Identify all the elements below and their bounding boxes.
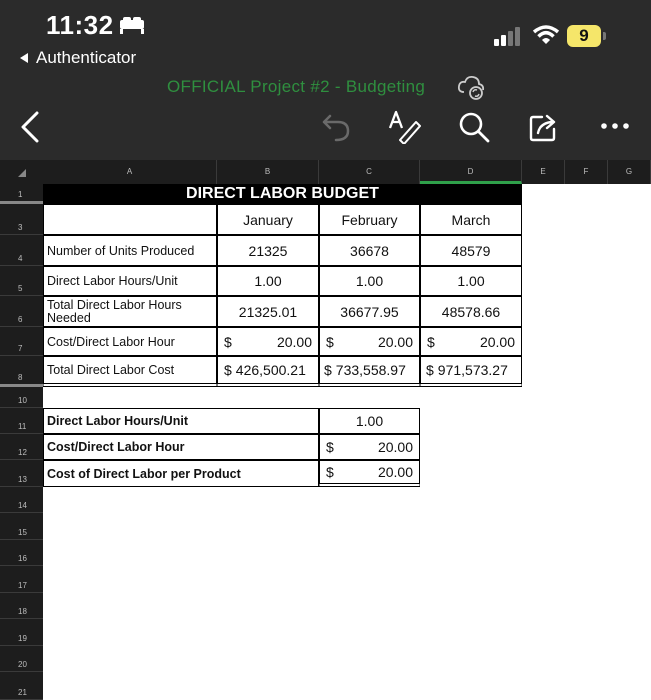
cost-per-hour-february[interactable]: [319, 327, 420, 356]
total-hours-march[interactable]: 48578.66: [420, 296, 522, 327]
column-header-d[interactable]: D: [420, 160, 522, 184]
more-options-icon[interactable]: [600, 116, 630, 136]
chevron-left-icon[interactable]: [18, 110, 42, 144]
summary-cost-per-product-value: 20.00: [377, 464, 413, 480]
currency-symbol: $: [426, 362, 434, 378]
row-header-10[interactable]: 10: [0, 387, 43, 408]
summary-hours-per-unit-label[interactable]: Direct Labor Hours/Unit: [43, 408, 319, 434]
status-time: 11:32: [46, 10, 114, 40]
column-header-e[interactable]: E: [522, 160, 565, 184]
currency-symbol: $: [326, 333, 334, 350]
battery-indicator: [567, 25, 607, 47]
search-icon[interactable]: [458, 111, 490, 143]
month-header-february[interactable]: February: [319, 204, 420, 235]
total-cost-february-value: 733,558.97: [335, 362, 406, 378]
back-triangle-icon: [20, 53, 28, 63]
cost-per-hour-january[interactable]: [217, 327, 319, 356]
row-header-13[interactable]: 13: [0, 460, 43, 487]
row-header-19[interactable]: 19: [0, 619, 43, 646]
cost-per-hour-march[interactable]: [420, 327, 522, 356]
column-header-f[interactable]: F: [565, 160, 608, 184]
select-all-corner[interactable]: [0, 160, 43, 184]
document-title[interactable]: OFFICIAL Project #2 - Budgeting: [167, 77, 426, 96]
summary-cost-per-product[interactable]: [319, 460, 420, 487]
row-header-7[interactable]: 7: [0, 327, 43, 356]
row-header-8[interactable]: 8: [0, 356, 43, 387]
currency-symbol: $: [326, 439, 334, 455]
budget-title-cell[interactable]: DIRECT LABOR BUDGET: [43, 184, 522, 204]
row-header-12[interactable]: 12: [0, 434, 43, 460]
back-app-label: Authenticator: [36, 48, 137, 67]
undo-icon[interactable]: [320, 112, 352, 142]
units-february[interactable]: 36678: [319, 235, 420, 266]
row-header-4[interactable]: 4: [0, 235, 43, 266]
cost-per-hour-january-value: 20.00: [276, 333, 312, 350]
cost-per-hour-february-value: 20.00: [377, 333, 413, 350]
hours-per-unit-january[interactable]: 1.00: [217, 266, 319, 296]
column-header-b[interactable]: B: [217, 160, 319, 184]
battery-level: 9: [567, 25, 601, 47]
hours-per-unit-label[interactable]: Direct Labor Hours/Unit: [43, 266, 217, 296]
row-header-15[interactable]: 15: [0, 513, 43, 540]
total-cost-label[interactable]: Total Direct Labor Cost: [43, 356, 217, 387]
total-cost-march[interactable]: [420, 356, 522, 387]
cellular-signal-icon: [494, 26, 522, 46]
total-hours-label[interactable]: Total Direct Labor Hours Needed: [43, 296, 217, 327]
row-header-6[interactable]: 6: [0, 296, 43, 327]
total-hours-january[interactable]: 21325.01: [217, 296, 319, 327]
cost-per-hour-march-value: 20.00: [479, 333, 515, 350]
total-cost-march-value: 971,573.27: [437, 362, 508, 378]
spreadsheet-grid[interactable]: [0, 160, 651, 700]
summary-cost-per-product-label[interactable]: Cost of Direct Labor per Product: [43, 460, 319, 487]
summary-hours-per-unit-value[interactable]: 1.00: [319, 408, 420, 434]
cost-per-hour-label[interactable]: Cost/Direct Labor Hour: [43, 327, 217, 356]
row-header-20[interactable]: 20: [0, 646, 43, 672]
summary-cost-per-hour[interactable]: [319, 434, 420, 460]
currency-symbol: $: [224, 333, 232, 350]
currency-symbol: $: [427, 333, 435, 350]
hours-per-unit-march[interactable]: 1.00: [420, 266, 522, 296]
total-cost-january-value: 426,500.21: [235, 362, 306, 378]
back-to-app-link[interactable]: [20, 48, 136, 68]
summary-cost-per-hour-value: 20.00: [377, 439, 413, 455]
column-header-g[interactable]: G: [608, 160, 651, 184]
battery-nub: [603, 32, 606, 40]
total-hours-february[interactable]: 36677.95: [319, 296, 420, 327]
column-header-a[interactable]: A: [43, 160, 217, 184]
summary-cost-per-hour-label[interactable]: Cost/Direct Labor Hour: [43, 434, 319, 460]
row-header-16[interactable]: 16: [0, 540, 43, 566]
ios-top-bar: [0, 0, 651, 160]
row-header-14[interactable]: 14: [0, 487, 43, 513]
row-header-17[interactable]: 17: [0, 566, 43, 593]
sleep-mode-icon: [118, 16, 146, 36]
month-header-january[interactable]: January: [217, 204, 319, 235]
currency-symbol: $: [326, 464, 334, 480]
units-march[interactable]: 48579: [420, 235, 522, 266]
draw-icon[interactable]: [388, 110, 422, 144]
hours-per-unit-february[interactable]: 1.00: [319, 266, 420, 296]
total-cost-january[interactable]: [217, 356, 319, 387]
row-header-3[interactable]: 3: [0, 204, 43, 235]
corner-triangle-icon: [18, 169, 26, 177]
units-produced-label[interactable]: Number of Units Produced: [43, 235, 217, 266]
cloud-sync-icon[interactable]: [457, 74, 485, 100]
row-header-1[interactable]: 1: [0, 184, 43, 204]
row-header-21[interactable]: 21: [0, 672, 43, 700]
total-cost-february[interactable]: [319, 356, 420, 387]
cell-a3[interactable]: [43, 204, 217, 235]
wifi-icon: [532, 24, 560, 46]
share-icon[interactable]: [528, 111, 560, 143]
row-header-18[interactable]: 18: [0, 593, 43, 619]
currency-symbol: $: [324, 362, 332, 378]
month-header-march[interactable]: March: [420, 204, 522, 235]
units-january[interactable]: 21325: [217, 235, 319, 266]
currency-symbol: $: [224, 362, 232, 378]
row-header-5[interactable]: 5: [0, 266, 43, 296]
row-header-11[interactable]: 11: [0, 408, 43, 434]
column-header-c[interactable]: C: [319, 160, 420, 184]
